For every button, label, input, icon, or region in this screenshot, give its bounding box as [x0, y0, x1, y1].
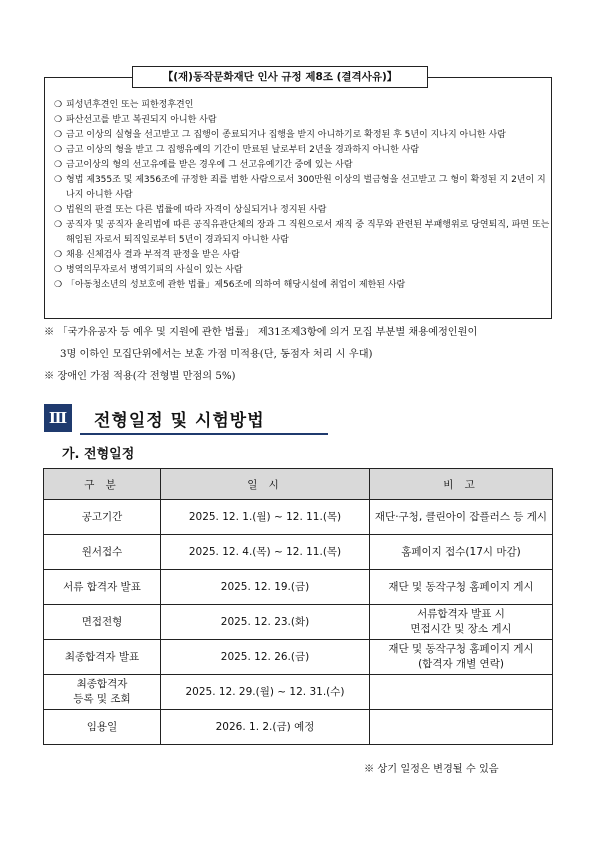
date-cell: 2025. 12. 23.(화) — [161, 605, 370, 640]
table-row — [44, 500, 553, 535]
date-cell: 2026. 1. 2.(금) 예정 — [161, 710, 370, 745]
schedule-table — [43, 468, 553, 745]
stage-cell: 면접전형 — [44, 605, 161, 640]
bullet-icon: ❍ — [54, 100, 63, 110]
list-item: ❍ 채용 신체검사 결과 부적격 판정을 받은 사람 — [54, 248, 550, 263]
bullet-icon: ❍ — [54, 280, 63, 290]
note-cell: 재단·구청, 클린아이 잡플러스 등 게시 — [370, 500, 553, 535]
note-cell: 홈페이지 접수(17시 마감) — [370, 535, 553, 570]
note-line: (합격자 개별 연락) — [418, 658, 504, 670]
bullet-icon: ❍ — [54, 265, 63, 275]
date-cell: 2025. 12. 1.(월) ~ 12. 11.(목) — [161, 500, 370, 535]
disability-note: ※ 장애인 가점 적용(각 전형별 만점의 5%) — [44, 371, 236, 382]
bullet-icon: ❍ — [54, 115, 63, 125]
subsection-title: 가. 전형일정 — [62, 447, 135, 462]
section-underline — [80, 433, 328, 435]
note-cell — [370, 640, 553, 675]
header-stage: 구 분 — [44, 469, 161, 500]
table-row — [44, 570, 553, 605]
bullet-icon: ❍ — [54, 130, 63, 140]
date-cell: 2025. 12. 19.(금) — [161, 570, 370, 605]
stage-line: 등록 및 조회 — [73, 693, 131, 705]
regulation-title: 【(재)동작문화재단 인사 규정 제8조 (결격사유)】 — [132, 66, 428, 88]
date-cell: 2025. 12. 29.(월) ~ 12. 31.(수) — [161, 675, 370, 710]
list-item: ❍ 공직자 및 공직자 윤리법에 따른 공직유관단체의 장과 그 직원으로서 재직 중 직무와 관련된 부패행위로 당연퇴직, 파면 또는 해임된 자로서 퇴직일로부터 5년이 경과되지 아니한 사람 — [54, 220, 550, 245]
stage-cell: 최종합격자 발표 — [44, 640, 161, 675]
bullet-icon: ❍ — [54, 220, 63, 230]
header-date: 일 시 — [161, 469, 370, 500]
table-row — [44, 710, 553, 745]
table-row — [44, 675, 553, 710]
veteran-note-continued: 3명 이하인 모집단위에서는 보훈 가점 미적용(단, 동점자 처리 시 우대) — [60, 349, 373, 360]
note-line: 면접시간 및 장소 게시 — [410, 623, 512, 635]
note-cell: 재단 및 동작구청 홈페이지 게시 — [370, 570, 553, 605]
list-item: ❍ 금고 이상의 형을 받고 그 집행유예의 기간이 만료된 날로부터 2년을 경과하지 아니한 사람 — [54, 143, 550, 158]
note-cell — [370, 710, 553, 745]
stage-cell: 임용일 — [44, 710, 161, 745]
list-item: ❍ 병역의무자로서 병역기피의 사실이 있는 사람 — [54, 263, 550, 278]
list-item: ❍ 형법 제355조 및 제356조에 규정한 죄를 범한 사람으로서 300만원 이상의 벌금형을 선고받고 그 형이 확정된 지 2년이 지나지 아니한 사람 — [54, 175, 546, 200]
list-item: ❍ 「아동청소년의 성보호에 관한 법률」제56조에 의하여 해당시설에 취업이 제한된 사람 — [54, 278, 550, 293]
bullet-icon: ❍ — [54, 250, 63, 260]
veteran-note: ※ 「국가유공자 등 예우 및 지원에 관한 법률」 제31조제3항에 의거 모집 부분별 채용예정인원이 — [44, 327, 478, 338]
schedule-footnote: ※ 상기 일정은 변경될 수 있음 — [364, 764, 499, 775]
list-item: ❍ 파산선고를 받고 복권되지 아니한 사람 — [54, 113, 550, 128]
bullet-icon: ❍ — [54, 160, 63, 170]
bullet-icon: ❍ — [54, 145, 63, 155]
disqualification-list — [54, 98, 550, 293]
note-cell — [370, 675, 553, 710]
note-line: 재단 및 동작구청 홈페이지 게시 — [388, 643, 534, 655]
section-title: 전형일정 및 시험방법 — [94, 411, 265, 431]
bullet-icon: ❍ — [54, 205, 63, 215]
stage-cell — [44, 675, 161, 710]
stage-cell: 원서접수 — [44, 535, 161, 570]
table-row — [44, 535, 553, 570]
date-cell: 2025. 12. 4.(목) ~ 12. 11.(목) — [161, 535, 370, 570]
section-header — [44, 404, 286, 434]
table-row — [44, 640, 553, 675]
note-cell — [370, 605, 553, 640]
stage-line: 최종합격자 — [76, 678, 128, 690]
list-item: ❍ 피성년후견인 또는 피한정후견인 — [54, 98, 550, 113]
header-note: 비 고 — [370, 469, 553, 500]
section-number: Ⅲ — [44, 404, 72, 432]
list-item: ❍ 법원의 판결 또는 다른 법률에 따라 자격이 상실되거나 정지된 사람 — [54, 203, 550, 218]
note-line: 서류합격자 발표 시 — [417, 608, 505, 620]
list-item: ❍ 금고 이상의 실형을 선고받고 그 집행이 종료되거나 집행을 받지 아니하기로 확정된 후 5년이 지나지 아니한 사람 — [54, 128, 550, 143]
table-row — [44, 605, 553, 640]
table-header-row — [44, 469, 553, 500]
date-cell: 2025. 12. 26.(금) — [161, 640, 370, 675]
stage-cell: 공고기간 — [44, 500, 161, 535]
notes — [44, 322, 564, 388]
bullet-icon: ❍ — [54, 175, 63, 185]
list-item: ❍ 금고이상의 형의 선고유예를 받은 경우에 그 선고유예기간 중에 있는 사람 — [54, 158, 550, 173]
stage-cell: 서류 합격자 발표 — [44, 570, 161, 605]
